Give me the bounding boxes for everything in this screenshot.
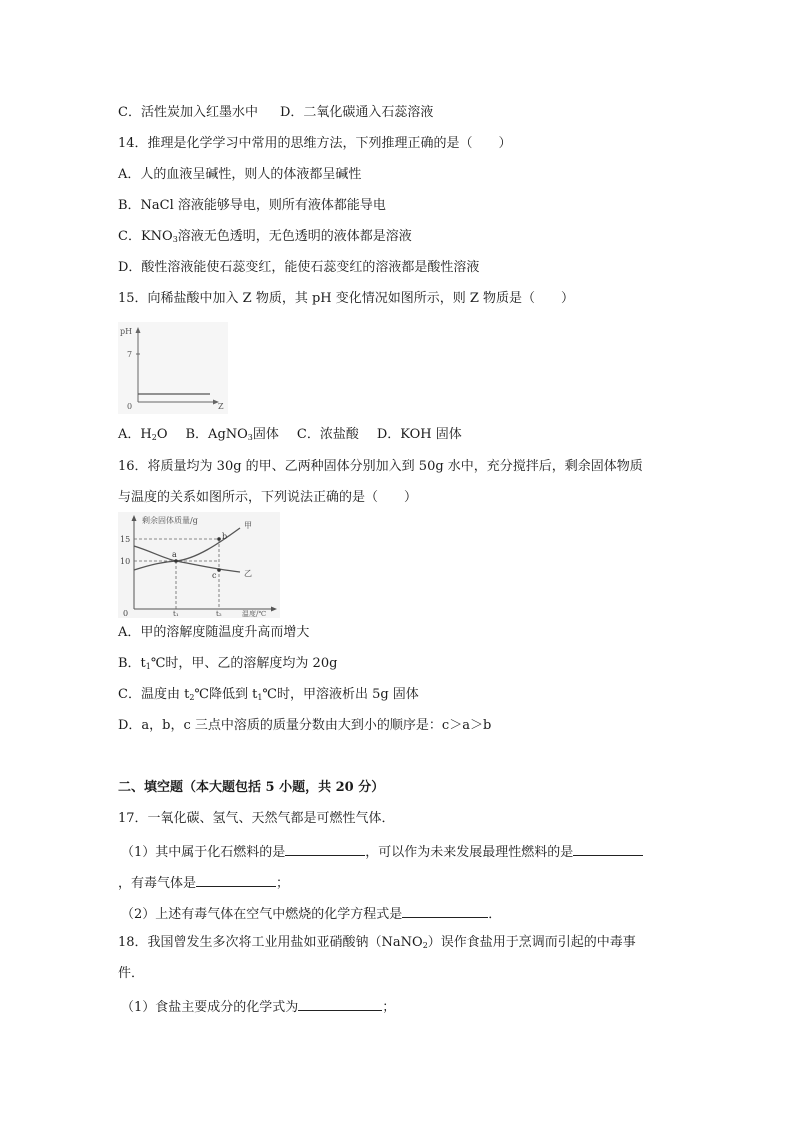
q16-stem-line1: 16．将质量均为 30g 的甲、乙两种固体分别加入到 50g 水中，充分搅拌后，剩余固体物质 [118,459,643,474]
q16-point-b-marker [217,537,221,541]
q16-option-a: A．甲的溶解度随温度升高而增大 [118,625,310,640]
q18-stem-line2: 件． [118,966,145,981]
q18-part1: （1）食盐主要成分的化学式为 ； [121,996,395,1017]
q15-option-c: C．浓盐酸 [296,427,359,442]
q16-point-c: c [212,571,217,580]
q17-blank-ideal-fuel[interactable] [573,841,643,856]
q16-option-c: C．温度由 $t_2℃$降低到 $t_1℃$时，甲溶液析出 5g 固体 [118,687,419,702]
q17-part1-cont: ，有毒气体是 ； [118,872,289,893]
q16-y-label: 剩余固体质量/g [142,516,198,525]
q14-option-b: B．NaCl 溶液能够导电，则所有液体都能导电 [118,198,386,213]
q16-option-d: D．a，b，c 三点中溶质的质量分数由大到小的顺序是：c＞a＞b [118,718,492,733]
q16-stem-line2: 与温度的关系如图所示，下列说法正确的是（ ） [118,490,418,505]
q14-option-d: D．酸性溶液能使石蕊变红，能使石蕊变红的溶液都是酸性溶液 [118,260,480,275]
q14-option-c: C．$KNO_3$溶液无色透明，无色透明的液体都是溶液 [118,229,412,244]
q15-ph-graph [118,322,228,414]
q16-point-b: b [222,532,228,541]
q18-stem-line1: 18．我国曾发生多次将工业用盐如亚硝酸钠（NaNO$_2$）误作食盐用于烹调而引起的中毒事 [118,935,636,950]
q15-y-tick-7: 7 [127,350,133,359]
q15-x-label: Z [218,402,224,411]
q16-x-label: 温度/℃ [242,610,267,618]
q15-option-a: A．$H_2O$ [118,427,168,442]
q16-y-tick-10: 10 [120,557,131,566]
q15-origin: 0 [127,402,133,411]
q16-option-b: B．$t_1℃$时，甲、乙的溶解度均为 20g [118,656,338,671]
q15-option-b: B．AgNO$_3$固体 [185,427,279,442]
q16-origin: 0 [123,609,129,618]
q13-option-d: D．二氧化碳通入石蕊溶液 [279,105,434,120]
q16-x-tick-t2: t₂ [216,610,222,618]
q13-options [118,104,433,122]
q16-x-tick-t1: t₁ [173,610,179,618]
q14-stem: 14．推理是化学学习中常用的思维方法，下列推理正确的是（ ） [118,136,512,151]
section-2-heading: 二、填空题（本大题包括 5 小题，共 20 分） [118,780,385,795]
q16-curve-yi-label: 乙 [244,569,252,578]
q15-stem: 15．向稀盐酸中加入 Z 物质，其 pH 变化情况如图所示，则 Z 物质是（ ） [118,291,575,306]
q16-point-a: a [172,550,177,559]
q16-point-c-marker [217,568,221,572]
q18-blank-formula[interactable] [298,996,382,1011]
q15-options [118,426,462,444]
q17-blank-fossil-fuel[interactable] [285,841,365,856]
q15-option-d: D．KOH 固体 [376,427,462,442]
q17-blank-toxic-gas[interactable] [196,872,276,887]
q17-part1: （1）其中属于化石燃料的是 ，可以作为未来发展最理性燃料的是 [121,841,643,862]
q14-option-a: A．人的血液呈碱性，则人的体液都呈碱性 [118,167,362,182]
q16-curve-jia-label: 甲 [244,521,252,530]
q16-point-a-marker [174,559,178,563]
q16-y-tick-15: 15 [120,535,131,544]
q15-y-label: pH [120,327,133,336]
q17-part2: （2）上述有毒气体在空气中燃烧的化学方程式是 ． [121,903,501,924]
q17-stem: 17．一氧化碳、氢气、天然气都是可燃性气体． [118,811,395,826]
q17-blank-equation[interactable] [402,903,488,918]
q13-option-c: C．活性炭加入红墨水中 [118,105,258,120]
q16-solubility-graph [118,512,280,618]
